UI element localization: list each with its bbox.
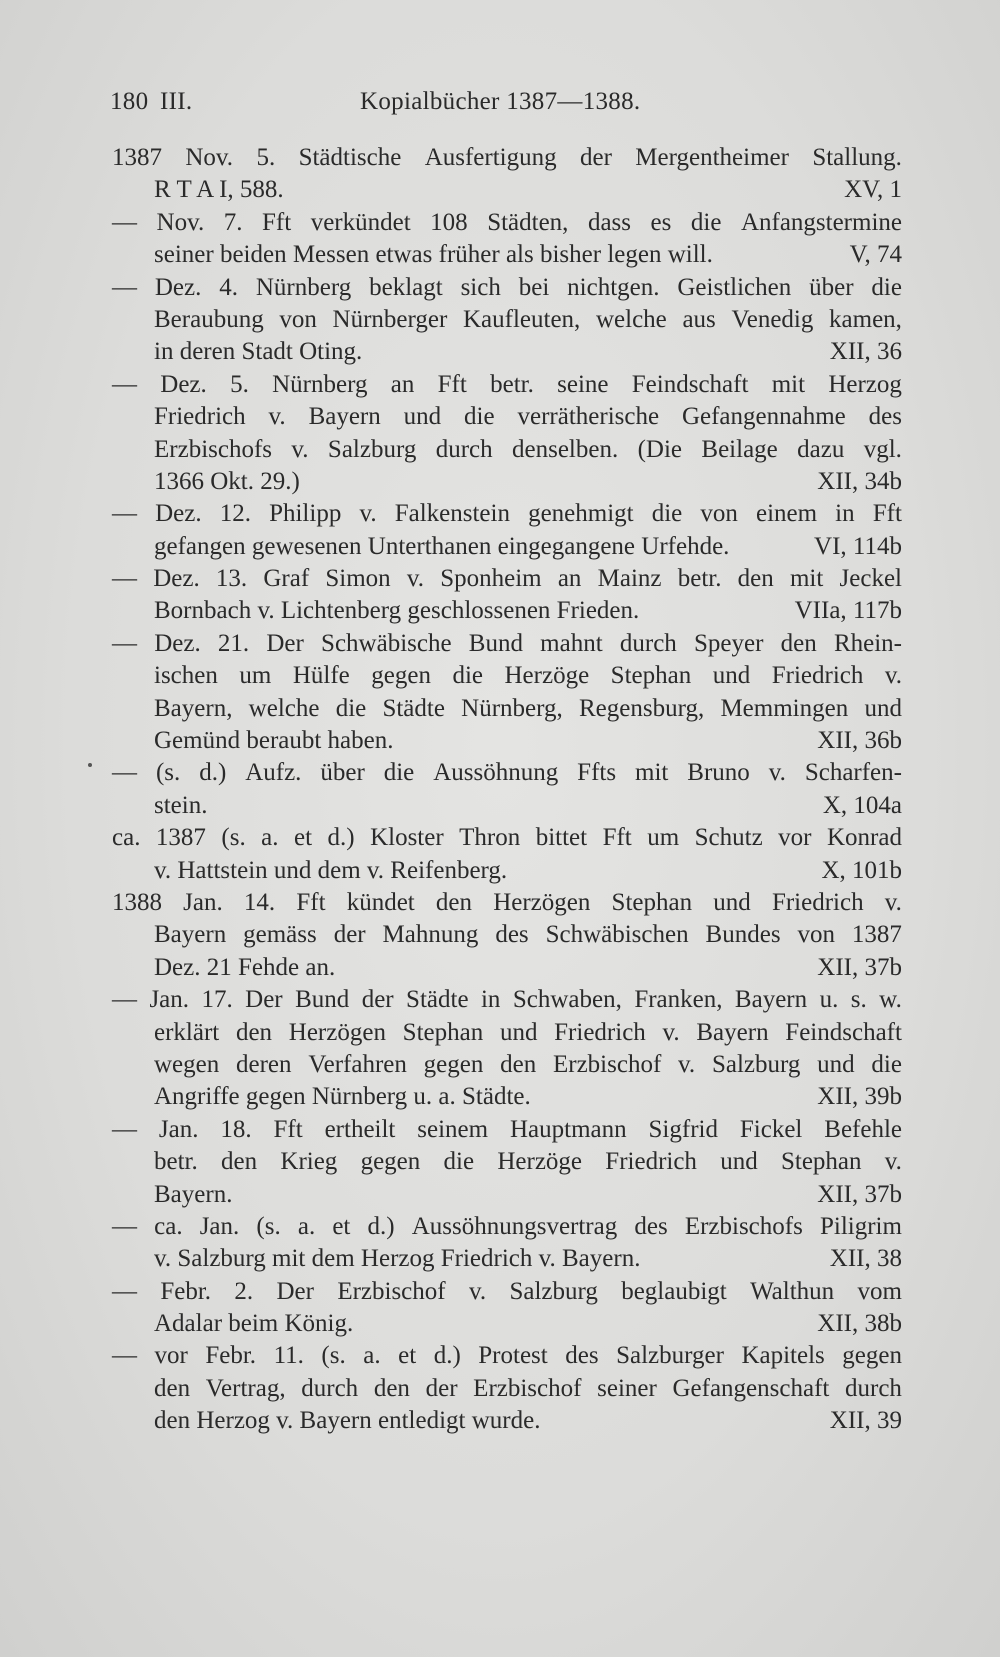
- register-entry: [112, 369, 902, 499]
- entry-continuation-line: v. Salzburg mit dem Herzog Friedrich v. Bayern. XII, 38: [112, 1243, 902, 1275]
- entry-continuation-line: 1366 Okt. 29.) XII, 34b: [112, 466, 902, 498]
- archive-reference: XII, 39b: [817, 1083, 902, 1111]
- entry-first-line: 1387 Nov. 5. Städtische Ausfertigung der Mergentheimer Stallung.: [112, 144, 902, 171]
- entry-first-line: — Jan. 17. Der Bund der Städte in Schwaben, Franken, Bayern u. s. w.: [112, 986, 902, 1014]
- archive-reference: XV, 1: [844, 176, 902, 204]
- entry-continuation-line: v. Hattstein und dem v. Reifenberg. X, 101b: [112, 855, 902, 887]
- entry-continuation-line: Angriffe gegen Nürnberg u. a. Städte. XII, 39b: [112, 1081, 902, 1113]
- entry-continuation-line: Friedrich v. Bayern und die verrätherische Gefangennahme des: [154, 403, 902, 431]
- register-entry: [112, 887, 902, 984]
- entry-continuation-line: in deren Stadt Oting. XII, 36: [112, 336, 902, 368]
- entry-continuation-line: den Herzog v. Bayern entledigt wurde. XII, 39: [112, 1405, 902, 1437]
- entry-first-line: — (s. d.) Aufz. über die Aussöhnung Ffts mit Bruno v. Scharfen-: [112, 759, 902, 787]
- register-entry: [112, 1340, 902, 1437]
- entry-list: [112, 142, 902, 1438]
- entry-first-line: 1388 Jan. 14. Fft kündet den Herzögen Stephan und Friedrich v.: [112, 888, 902, 916]
- margin-dot: [88, 763, 92, 767]
- register-entry: [112, 1211, 902, 1276]
- archive-reference: X, 101b: [821, 856, 902, 884]
- register-entry: [112, 1276, 902, 1341]
- entry-continuation-line: betr. den Krieg gegen die Herzöge Friedrich und Stephan v.: [154, 1148, 902, 1176]
- page-number: 180: [110, 88, 149, 115]
- archive-reference: XII, 36: [829, 338, 902, 366]
- archive-reference: VI, 114b: [814, 532, 902, 560]
- entry-continuation-line: gefangen gewesenen Unterthanen eingegangene Urfehde. VI, 114b: [112, 531, 902, 563]
- entry-continuation-line: erklärt den Herzögen Stephan und Friedrich v. Bayern Feindschaft: [154, 1018, 902, 1046]
- register-entry: [112, 498, 902, 563]
- archive-reference: XII, 37b: [817, 1180, 902, 1208]
- entry-continuation-line: ischen um Hülfe gegen die Herzöge Stephan und Friedrich v.: [154, 662, 902, 690]
- entry-continuation-line: Bornbach v. Lichtenberg geschlossenen Frieden. VIIa, 117b: [112, 595, 902, 627]
- archive-reference: XII, 38b: [817, 1310, 902, 1338]
- register-entry: [112, 207, 902, 272]
- archive-reference: X, 104a: [822, 791, 902, 819]
- archive-reference: V, 74: [849, 241, 902, 269]
- entry-first-line: — ca. Jan. (s. a. et d.) Aussöhnungsvertrag des Erzbischofs Piligrim: [112, 1212, 902, 1240]
- archive-reference: XII, 39: [829, 1407, 902, 1435]
- entry-first-line: ca. 1387 (s. a. et d.) Kloster Thron bittet Fft um Schutz vor Konrad: [112, 824, 902, 852]
- entry-continuation-line: Erzbischofs v. Salzburg durch denselben. (Die Beilage dazu vgl.: [154, 435, 902, 463]
- register-entry: [112, 757, 902, 822]
- archive-reference: XII, 34b: [817, 467, 902, 495]
- entry-first-line: — Dez. 4. Nürnberg beklagt sich bei nichtgen. Geistlichen über die: [112, 273, 902, 301]
- entry-continuation-line: wegen deren Verfahren gegen den Erzbischof v. Salzburg und die: [154, 1050, 902, 1078]
- section-number: III.: [160, 88, 193, 115]
- entry-continuation-line: Bayern gemäss der Mahnung des Schwäbischen Bundes von 1387: [154, 921, 902, 949]
- entry-continuation-line: Bayern. XII, 37b: [112, 1179, 902, 1211]
- register-entry: [112, 628, 902, 758]
- archive-reference: XII, 38: [829, 1245, 902, 1273]
- entry-first-line: — Dez. 5. Nürnberg an Fft betr. seine Feindschaft mit Herzog: [112, 370, 902, 398]
- entry-first-line: — vor Febr. 11. (s. a. et d.) Protest des Salzburger Kapitels gegen: [112, 1342, 902, 1370]
- entry-continuation-line: den Vertrag, durch den der Erzbischof seiner Gefangenschaft durch: [154, 1374, 902, 1402]
- register-entry: [112, 142, 902, 207]
- entry-continuation-line: stein. X, 104a: [112, 790, 902, 822]
- archive-reference: XII, 36b: [817, 727, 902, 755]
- entry-continuation-line: Dez. 21 Fehde an. XII, 37b: [112, 952, 902, 984]
- entry-continuation-line: Adalar beim König. XII, 38b: [112, 1308, 902, 1340]
- entry-first-line: — Febr. 2. Der Erzbischof v. Salzburg beglaubigt Walthun vom: [112, 1277, 902, 1305]
- register-entry: [112, 272, 902, 369]
- register-entry: [112, 1114, 902, 1211]
- archive-reference: XII, 37b: [817, 953, 902, 981]
- entry-first-line: — Nov. 7. Fft verkündet 108 Städten, dass es die Anfangstermine: [112, 208, 902, 236]
- entry-first-line: — Dez. 21. Der Schwäbische Bund mahnt durch Speyer den Rhein-: [112, 629, 902, 657]
- register-entry: [112, 984, 902, 1114]
- entry-continuation-line: R T A I, 588. XV, 1: [112, 174, 902, 206]
- entry-first-line: — Dez. 12. Philipp v. Falkenstein genehmigt die von einem in Fft: [112, 500, 902, 528]
- entry-continuation-line: Beraubung von Nürnberger Kaufleuten, welche aus Venedig kamen,: [154, 305, 902, 333]
- entry-continuation-line: seiner beiden Messen etwas früher als bisher legen will. V, 74: [112, 239, 902, 271]
- running-title: Kopialbücher 1387—1388.: [360, 88, 641, 115]
- archive-reference: VIIa, 117b: [794, 597, 902, 625]
- register-entry: [112, 563, 902, 628]
- entry-continuation-line: Gemünd beraubt haben. XII, 36b: [112, 725, 902, 757]
- entry-first-line: — Jan. 18. Fft ertheilt seinem Hauptmann Sigfrid Fickel Befehle: [112, 1115, 902, 1143]
- entry-continuation-line: Bayern, welche die Städte Nürnberg, Regensburg, Memmingen und: [154, 694, 902, 722]
- register-entry: [112, 822, 902, 887]
- entry-first-line: — Dez. 13. Graf Simon v. Sponheim an Mainz betr. den mit Jeckel: [112, 565, 902, 593]
